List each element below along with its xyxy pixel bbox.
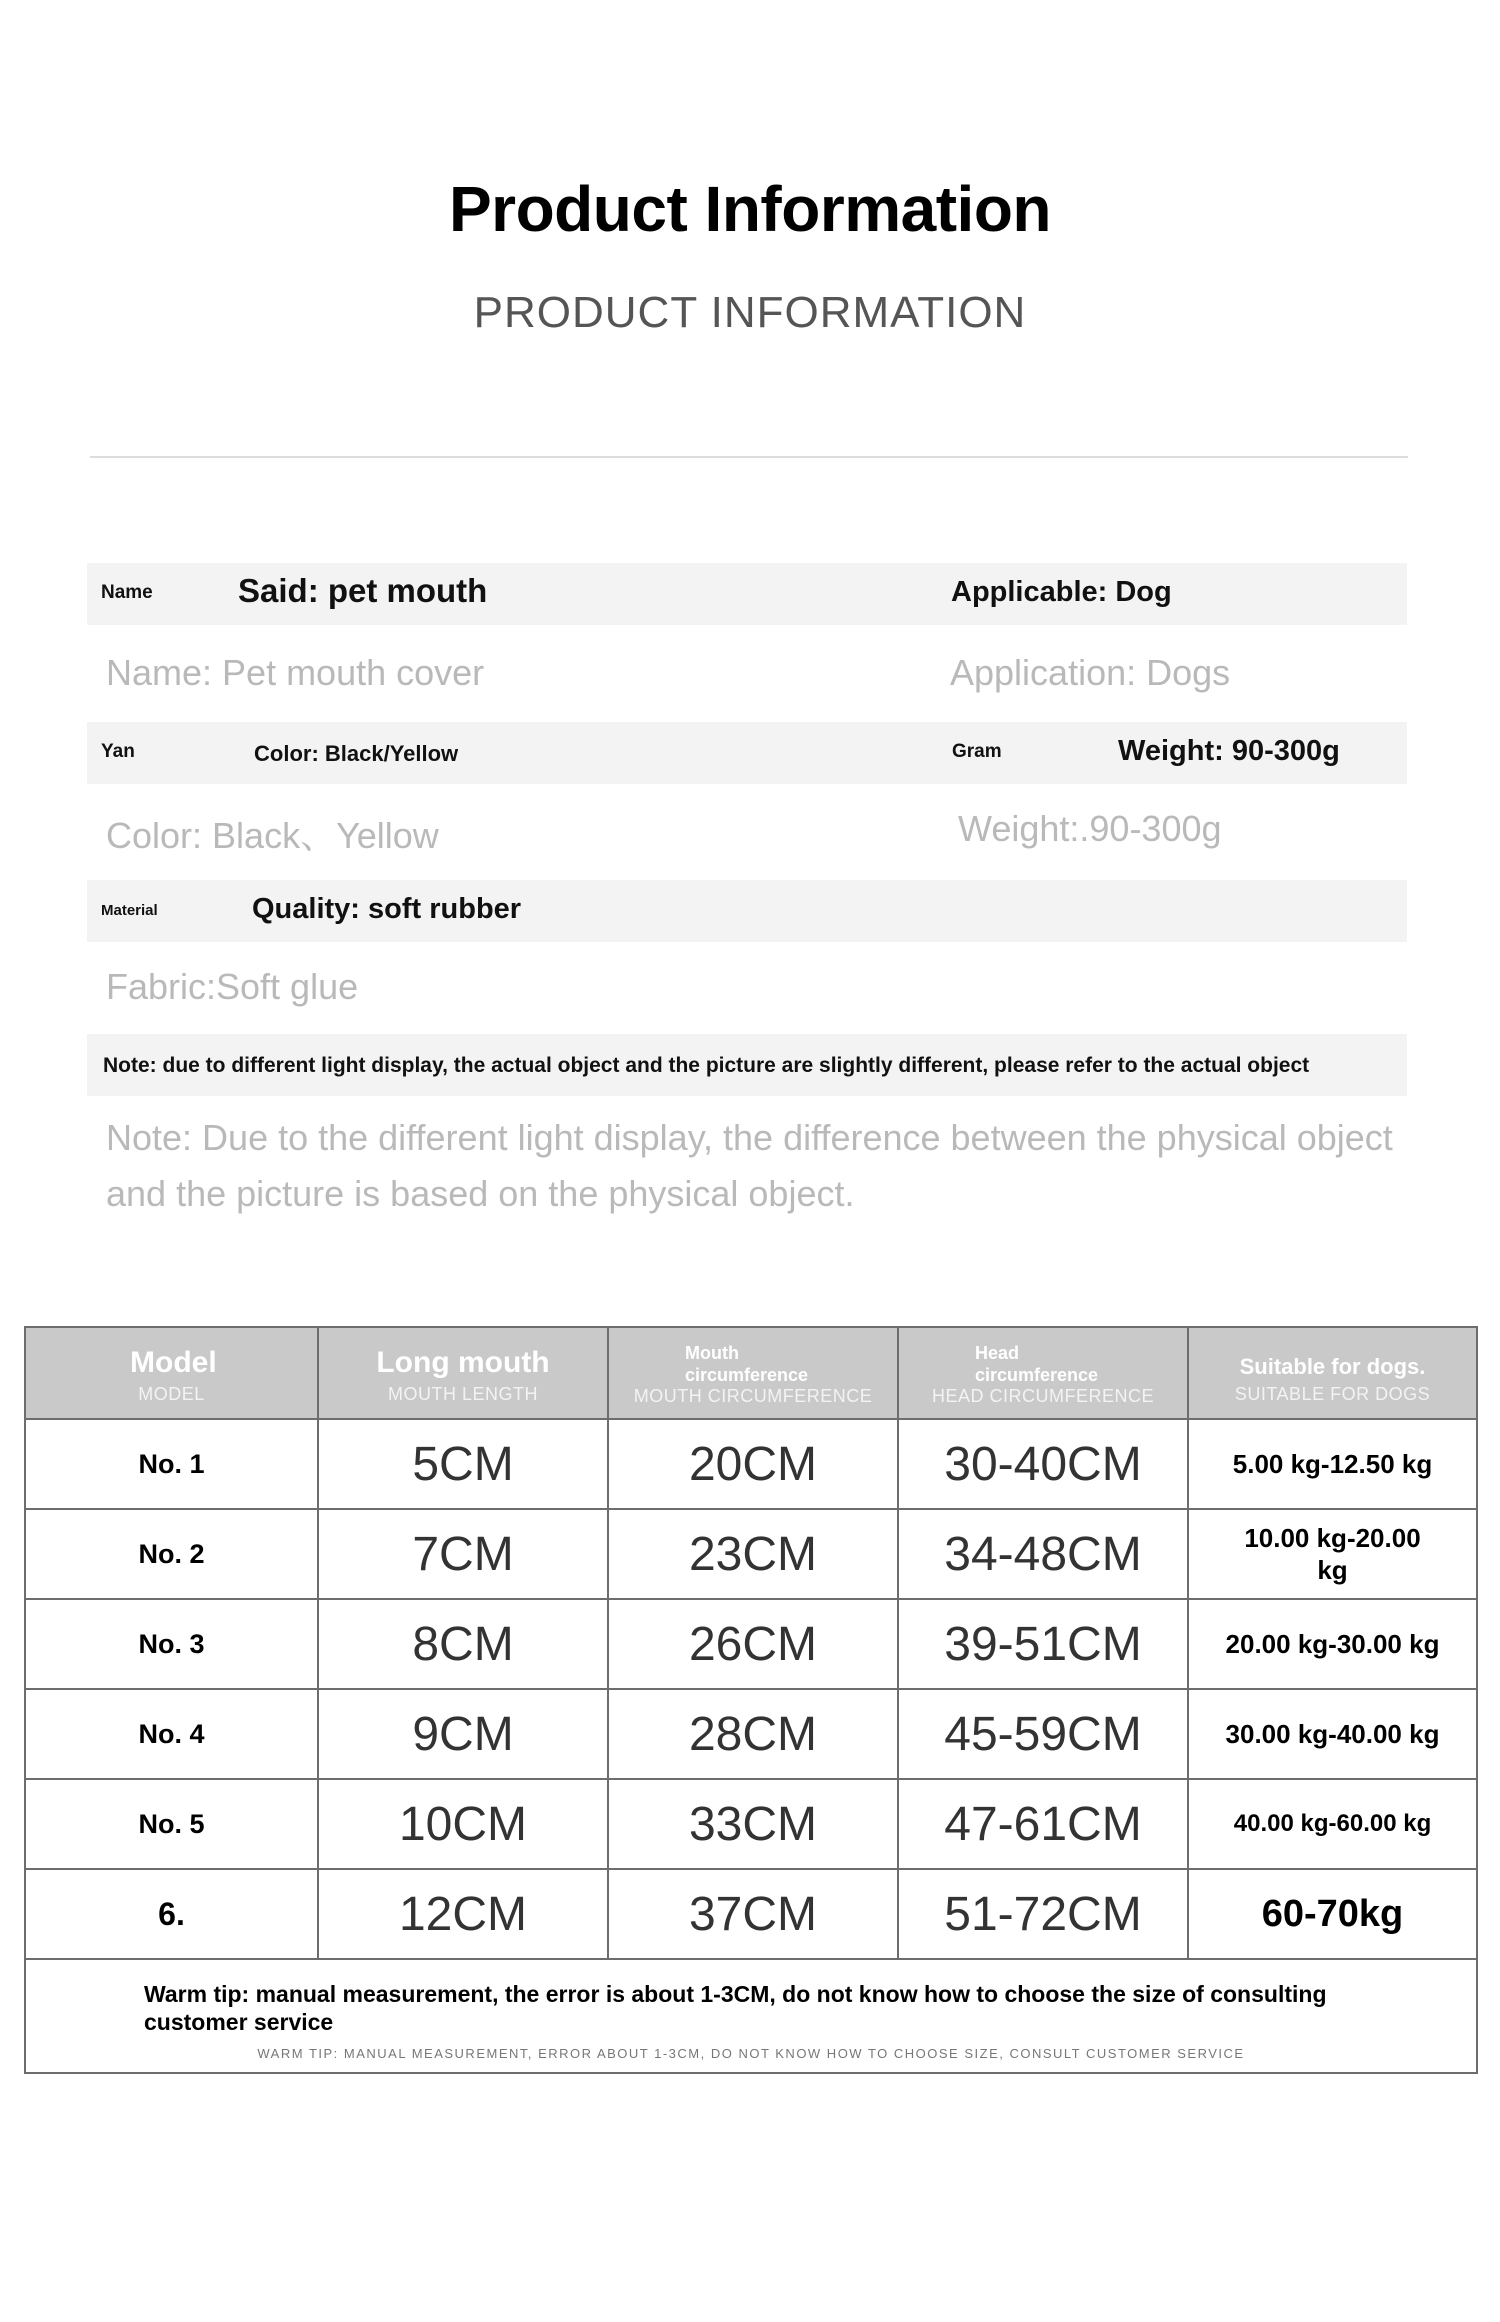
cell-model: 6. [25, 1869, 318, 1959]
weight-value: Weight: 90-300g [1118, 735, 1340, 767]
cell-dogs: 10.00 kg-20.00 kg [1188, 1509, 1477, 1599]
header-model-label: Model [130, 1346, 217, 1379]
cell-mouth-circ: 28CM [608, 1689, 898, 1779]
page-title: Product Information [448, 173, 1052, 245]
header-mouth-circ-label [609, 1342, 897, 1386]
header-suitable-dogs [1188, 1327, 1477, 1419]
name-translation: Name: Pet mouth cover [106, 652, 485, 693]
color-translation: Color: Black、Yellow [106, 815, 439, 856]
cell-model: No. 1 [25, 1419, 318, 1509]
header-divider [90, 456, 1408, 458]
material-value: Quality: soft rubber [252, 893, 522, 925]
page-subtitle: PRODUCT INFORMATION [473, 288, 1027, 337]
cell-dogs: 40.00 kg-60.00 kg [1188, 1779, 1477, 1869]
cell-mouth-length: 7CM [318, 1509, 608, 1599]
cell-dogs: 60-70kg [1188, 1869, 1477, 1959]
cell-head-circ: 39-51CM [898, 1599, 1188, 1689]
cell-head-circ: 45-59CM [898, 1689, 1188, 1779]
cell-model: No. 4 [25, 1689, 318, 1779]
header-head-circ-line2: circumference [975, 1365, 1099, 1385]
note-translation: Note: Due to the different light display, the difference between the physical object and the picture is based on the physical object. [106, 1117, 1393, 1214]
note-text: Note: due to different light display, the actual object and the picture are slightly different, please refer to the actual object [103, 1054, 1310, 1077]
table-row [25, 1689, 1477, 1779]
applicable-value: Applicable: Dog [951, 576, 1172, 608]
material-key: Material [101, 902, 158, 919]
header-mouth-length-sub: MOUTH LENGTH [388, 1384, 538, 1404]
cell-mouth-circ: 23CM [608, 1509, 898, 1599]
header-model-sub: MODEL [138, 1384, 205, 1404]
cell-model: No. 2 [25, 1509, 318, 1599]
name-value: Said: pet mouth [238, 572, 488, 609]
header-head-circ-label [899, 1342, 1187, 1386]
table-row [25, 1509, 1477, 1599]
cell-model: No. 5 [25, 1779, 318, 1869]
tip-cell [25, 1959, 1477, 2073]
cell-mouth-length: 10CM [318, 1779, 608, 1869]
table-header-row [25, 1327, 1477, 1419]
header-mouth-circ-line2: circumference [685, 1365, 809, 1385]
gram-key: Gram [952, 741, 1002, 762]
cell-dogs: 20.00 kg-30.00 kg [1188, 1599, 1477, 1689]
header-mouth-length-label: Long mouth [376, 1346, 550, 1379]
table-tip-row [25, 1959, 1477, 2073]
application-translation: Application: Dogs [950, 652, 1231, 693]
header-model [25, 1327, 318, 1419]
cell-dogs: 30.00 kg-40.00 kg [1188, 1689, 1477, 1779]
cell-mouth-circ: 33CM [608, 1779, 898, 1869]
table-row [25, 1779, 1477, 1869]
cell-head-circ: 47-61CM [898, 1779, 1188, 1869]
cell-mouth-length: 9CM [318, 1689, 608, 1779]
cell-mouth-circ: 20CM [608, 1419, 898, 1509]
header-suitable-dogs-label: Suitable for dogs. [1239, 1354, 1426, 1379]
cell-head-circ: 34-48CM [898, 1509, 1188, 1599]
cell-dogs: 5.00 kg-12.50 kg [1188, 1419, 1477, 1509]
cell-mouth-length: 5CM [318, 1419, 608, 1509]
header-head-circ [898, 1327, 1188, 1419]
weight-translation: Weight:.90-300g [958, 808, 1222, 849]
color-value: Color: Black/Yellow [254, 741, 459, 766]
warm-tip: Warm tip: manual measurement, the error is about 1-3CM, do not know how to choose the size of consulting customer service [144, 1981, 1327, 2035]
cell-mouth-circ: 26CM [608, 1599, 898, 1689]
header-head-circ-line1: Head [975, 1343, 1020, 1363]
color-key: Yan [101, 741, 135, 762]
header-suitable-dogs-sub: SUITABLE FOR DOGS [1234, 1384, 1431, 1404]
size-table [24, 1326, 1478, 2074]
name-key: Name [101, 582, 153, 603]
header-mouth-length [318, 1327, 608, 1419]
cell-mouth-circ: 37CM [608, 1869, 898, 1959]
header-head-circ-sub: HEAD CIRCUMFERENCE [931, 1386, 1154, 1406]
table-row [25, 1419, 1477, 1509]
cell-mouth-length: 12CM [318, 1869, 608, 1959]
header-mouth-circ [608, 1327, 898, 1419]
cell-model: No. 3 [25, 1599, 318, 1689]
warm-tip-sub: WARM TIP: MANUAL MEASUREMENT, ERROR ABOUT 1-3CM, DO NOT KNOW HOW TO CHOOSE SIZE, CONSULT CUSTOMER SERVICE [257, 2046, 1245, 2061]
header-mouth-circ-line1: Mouth [685, 1343, 739, 1363]
fabric-translation: Fabric:Soft glue [106, 966, 359, 1007]
cell-head-circ: 30-40CM [898, 1419, 1188, 1509]
table-row [25, 1599, 1477, 1689]
cell-mouth-length: 8CM [318, 1599, 608, 1689]
cell-head-circ: 51-72CM [898, 1869, 1188, 1959]
table-row [25, 1869, 1477, 1959]
header-mouth-circ-sub: MOUTH CIRCUMFERENCE [633, 1386, 873, 1406]
